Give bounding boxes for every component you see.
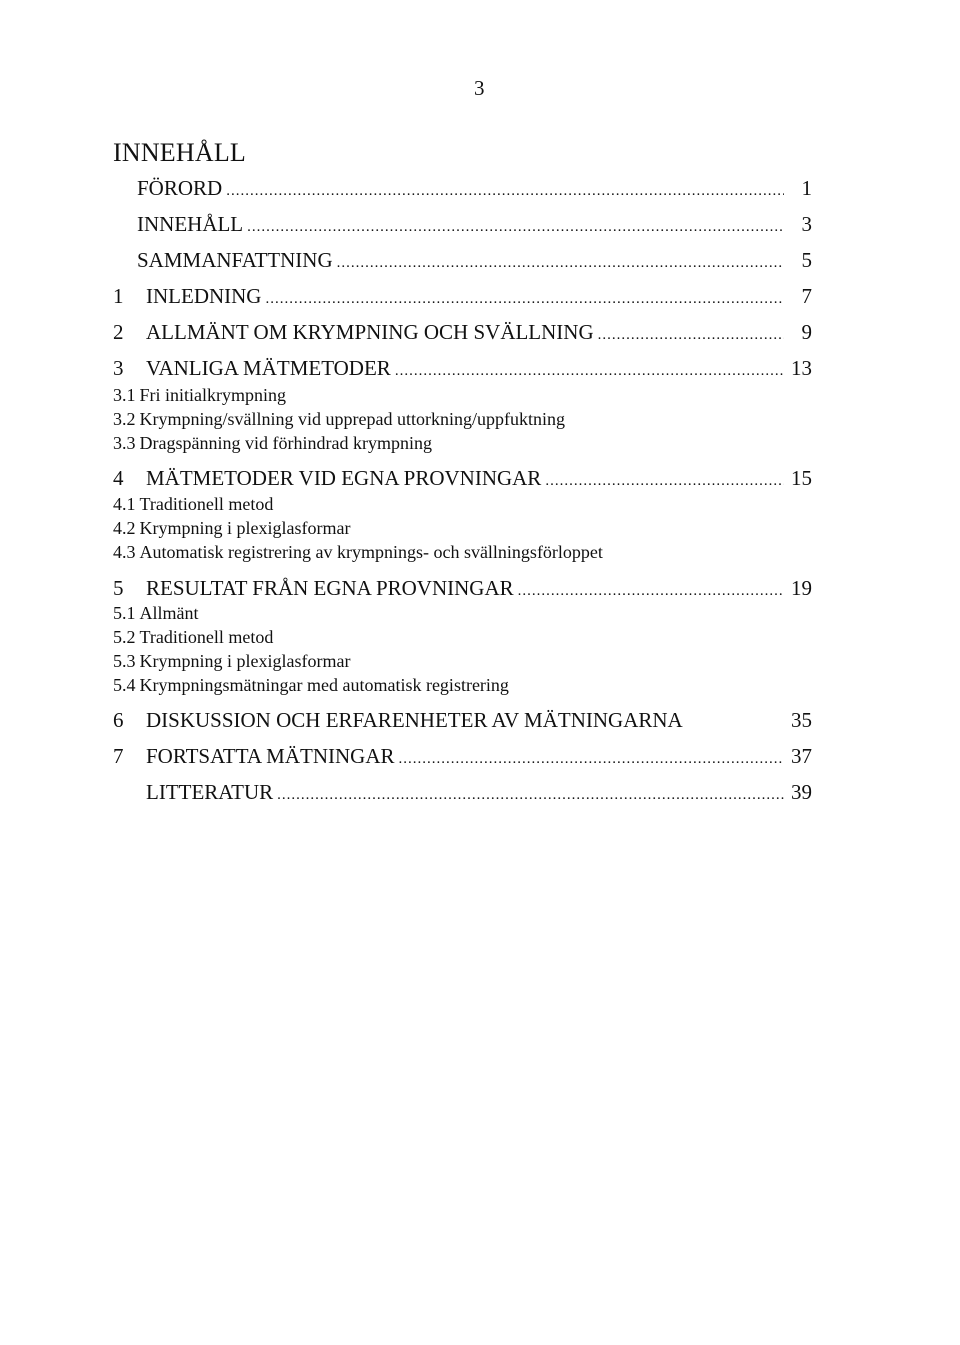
toc-entry-number: 3	[113, 356, 124, 380]
toc-entry[interactable]	[146, 782, 812, 803]
toc-subentry-number: 5.2	[113, 627, 136, 647]
toc-subentry-title: Traditionell metod	[139, 627, 274, 647]
toc-subentry-number: 4.3	[113, 542, 136, 562]
toc-subentry[interactable]	[113, 628, 812, 646]
toc-subentry-title: Automatisk registrering av krympnings- och svällningsförloppet	[139, 542, 603, 562]
toc-leader-dots	[226, 184, 784, 199]
toc-entry-title: INNEHÅLL	[137, 212, 244, 236]
toc-entry-number: 4	[113, 466, 124, 490]
toc-entry[interactable]	[113, 710, 812, 731]
toc-entry-number: 6	[113, 708, 124, 732]
toc-entry-page: 3	[801, 212, 812, 236]
toc-entry-number: 7	[113, 744, 124, 768]
toc-heading: INNEHÅLL	[113, 138, 247, 167]
toc-subentry-number: 3.2	[113, 409, 136, 429]
toc-entry-title: DISKUSSION OCH ERFARENHETER AV MÄTNINGARNA	[146, 708, 683, 732]
toc-entry-title: LITTERATUR	[146, 780, 274, 804]
toc-leader-dots	[395, 364, 784, 379]
toc-entry-number: 2	[113, 320, 124, 344]
toc-subentry[interactable]	[113, 434, 812, 452]
toc-leader-dots	[598, 328, 784, 343]
toc-entry[interactable]	[113, 578, 812, 599]
toc-subentry[interactable]	[113, 543, 812, 561]
toc-subentry[interactable]	[113, 652, 812, 670]
toc-subentry-title: Traditionell metod	[139, 494, 274, 514]
toc-entry[interactable]	[137, 178, 812, 199]
toc-subentry-title: Krympning i plexiglasformar	[139, 651, 351, 671]
toc-entry[interactable]	[137, 250, 812, 271]
toc-subentry[interactable]	[113, 676, 812, 694]
toc-subentry[interactable]	[113, 604, 812, 622]
toc-subentry-number: 4.2	[113, 518, 136, 538]
toc-subentry-title: Krympning i plexiglasformar	[139, 518, 351, 538]
toc-entry-page: 7	[801, 284, 812, 308]
toc-subentry-number: 5.1	[113, 603, 136, 623]
toc-entry-title: FORTSATTA MÄTNINGAR	[146, 744, 395, 768]
toc-entry-page: 1	[801, 176, 812, 200]
toc-subentry[interactable]	[113, 519, 812, 537]
toc-entry-number: 1	[113, 284, 124, 308]
toc-subentry-number: 4.1	[113, 494, 136, 514]
toc-entry-page: 9	[801, 320, 812, 344]
toc-entry-page: 37	[791, 744, 812, 768]
toc-entry-title: MÄTMETODER VID EGNA PROVNINGAR	[146, 466, 542, 490]
toc-subentry-title: Dragspänning vid förhindrad krympning	[139, 433, 432, 453]
toc-entry[interactable]	[113, 322, 812, 343]
toc-entry-page: 39	[791, 780, 812, 804]
toc-leader-dots	[518, 584, 784, 599]
toc-subentry-number: 5.4	[113, 675, 136, 695]
toc-entry-number: 5	[113, 576, 124, 600]
toc-subentry-title: Krympningsmätningar med automatisk registrering	[139, 675, 509, 695]
toc-entry[interactable]	[137, 214, 812, 235]
toc-subentry[interactable]	[113, 386, 812, 404]
toc-leader-dots	[277, 788, 784, 803]
toc-leader-dots	[545, 474, 784, 489]
toc-leader-dots	[337, 256, 784, 271]
toc-entry-title: FÖRORD	[137, 176, 223, 200]
toc-entry-page: 13	[791, 356, 812, 380]
toc-subentry-number: 3.1	[113, 385, 136, 405]
toc-entry-page: 15	[791, 466, 812, 490]
page-number: 3	[474, 76, 485, 100]
toc-entry-page: 19	[791, 576, 812, 600]
toc-entry-title: SAMMANFATTNING	[137, 248, 333, 272]
toc-subentry-title: Fri initialkrympning	[139, 385, 286, 405]
toc-subentry[interactable]	[113, 495, 812, 513]
toc-entry[interactable]	[113, 746, 812, 767]
toc-entry[interactable]	[113, 358, 812, 379]
toc-subentry-number: 3.3	[113, 433, 136, 453]
toc-entry[interactable]	[113, 286, 812, 307]
toc-subentry-title: Krympning/svällning vid upprepad uttorkning/uppfuktning	[139, 409, 565, 429]
toc-entry-title: RESULTAT FRÅN EGNA PROVNINGAR	[146, 576, 514, 600]
toc-leader-dots	[247, 220, 784, 235]
toc-entry-title: ALLMÄNT OM KRYMPNING OCH SVÄLLNING	[146, 320, 594, 344]
toc-subentry-number: 5.3	[113, 651, 136, 671]
toc-leader-dots	[265, 292, 784, 307]
toc-entry-page: 35	[791, 708, 812, 732]
toc-subentry-title: Allmänt	[139, 603, 199, 623]
toc-leader-dots	[399, 752, 785, 767]
toc-entry-title: INLEDNING	[146, 284, 262, 308]
toc-entry-title: VANLIGA MÄTMETODER	[146, 356, 391, 380]
toc-subentry[interactable]	[113, 410, 812, 428]
toc-entry[interactable]	[113, 468, 812, 489]
toc-entry-page: 5	[801, 248, 812, 272]
